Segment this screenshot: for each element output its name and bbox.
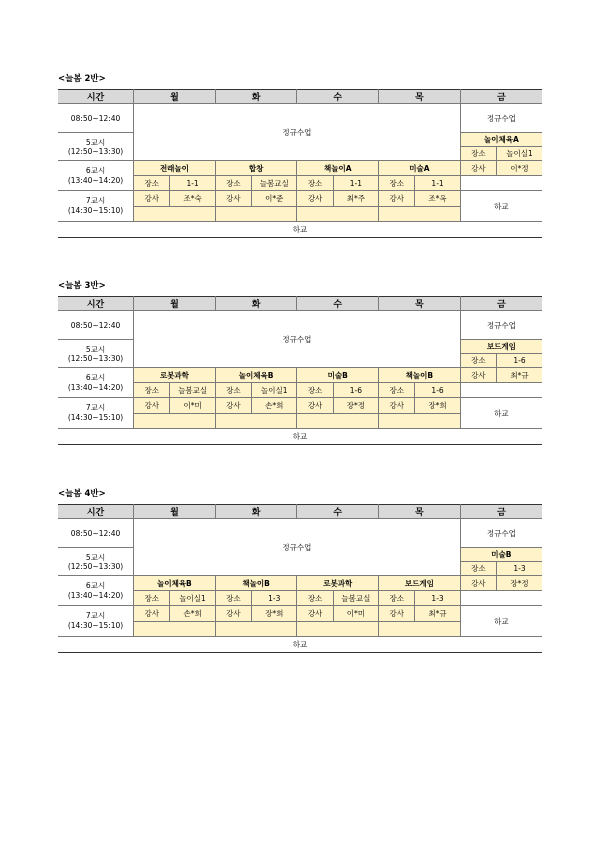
- fri-place-label: 장소: [460, 147, 496, 161]
- period-5-label: 5교시: [85, 344, 106, 354]
- thu-teacher: 최*규: [415, 606, 460, 622]
- mon-teacher: 조*숙: [170, 191, 215, 207]
- header-day: 목: [379, 297, 461, 311]
- tue-program: 책놀이B: [215, 576, 297, 591]
- dismiss-row: 하교: [58, 637, 542, 653]
- wed-program: 미술B: [297, 368, 379, 383]
- thu-empty: [379, 622, 461, 637]
- wed-teacher: 이*미: [333, 606, 378, 622]
- period-7-label: 7교시: [85, 611, 106, 621]
- mon-place: 놀이실1: [170, 591, 215, 606]
- wed-place-label: 장소: [297, 383, 333, 398]
- fri-empty: [460, 176, 542, 191]
- mon-teacher-label: 강사: [134, 606, 170, 622]
- mon-empty: [134, 414, 216, 429]
- period-7-label: 7교시: [85, 403, 106, 413]
- header-day: 수: [297, 90, 379, 104]
- thu-place-label: 장소: [379, 591, 415, 606]
- period-5-label: 5교시: [85, 552, 106, 562]
- tue-empty: [215, 207, 297, 222]
- mon-place-label: 장소: [134, 591, 170, 606]
- mon-place: 늘봄교실: [170, 383, 215, 398]
- header-row: [58, 505, 542, 519]
- regular-class-mon-thu: 정규수업: [134, 519, 461, 576]
- wed-place-label: 장소: [297, 591, 333, 606]
- fri-place-label: 장소: [460, 562, 496, 576]
- fri-place: 1-6: [497, 354, 542, 368]
- time-morning: 08:50~12:40: [58, 311, 134, 340]
- period-5-time: (12:50~13:30): [67, 146, 124, 156]
- header-day: 수: [297, 505, 379, 519]
- fri-place: 1-3: [497, 562, 542, 576]
- wed-teacher: 장*정: [333, 398, 378, 414]
- header-day: 금: [460, 505, 542, 519]
- tue-place: 1-3: [252, 591, 297, 606]
- time-period-7: [58, 191, 134, 222]
- tue-teacher: 이*준: [252, 191, 297, 207]
- tue-teacher-label: 강사: [215, 398, 251, 414]
- header-day: 금: [460, 90, 542, 104]
- header-row: [58, 90, 542, 104]
- header-day: 금: [460, 297, 542, 311]
- tue-place-label: 장소: [215, 176, 251, 191]
- period-6-label: 6교시: [85, 580, 106, 590]
- timetable: [58, 89, 542, 238]
- fri-dismiss: 하교: [460, 398, 542, 429]
- fri-teacher: 최*규: [497, 368, 542, 383]
- timetable: [58, 504, 542, 653]
- wed-teacher-label: 강사: [297, 191, 333, 207]
- mon-empty: [134, 207, 216, 222]
- regular-class-mon-thu: 정규수업: [134, 104, 461, 161]
- time-period-6: [58, 161, 134, 191]
- mon-teacher: 손*희: [170, 606, 215, 622]
- mon-program: 로봇과학: [134, 368, 216, 383]
- period-7-time: (14:30~15:10): [67, 413, 124, 422]
- period-5-label: 5교시: [85, 137, 106, 147]
- fri-teacher-label: 강사: [460, 368, 496, 383]
- period-6-label: 6교시: [85, 165, 106, 175]
- thu-empty: [379, 207, 461, 222]
- fri-program: 보드게임: [460, 340, 542, 354]
- mon-place-label: 장소: [134, 176, 170, 191]
- mon-teacher-label: 강사: [134, 191, 170, 207]
- tue-teacher-label: 강사: [215, 191, 251, 207]
- fri-place-label: 장소: [460, 354, 496, 368]
- header-day: 월: [134, 297, 216, 311]
- header-day: 목: [379, 505, 461, 519]
- thu-program: 미술A: [379, 161, 461, 176]
- mon-teacher-label: 강사: [134, 398, 170, 414]
- time-period-6: [58, 368, 134, 398]
- period-7-label: 7교시: [85, 196, 106, 206]
- thu-teacher-label: 강사: [379, 398, 415, 414]
- header-day: 수: [297, 297, 379, 311]
- timetable: [58, 296, 542, 445]
- mon-program: 전래놀이: [134, 161, 216, 176]
- regular-class-fri: 정규수업: [460, 311, 542, 340]
- thu-teacher-label: 강사: [379, 606, 415, 622]
- wed-program: 책놀이A: [297, 161, 379, 176]
- mon-teacher: 이*미: [170, 398, 215, 414]
- period-7-time: (14:30~15:10): [67, 621, 124, 630]
- header-day: 월: [134, 90, 216, 104]
- period-5-time: (12:50~13:30): [67, 561, 124, 571]
- thu-program: 책놀이B: [379, 368, 461, 383]
- time-period-6: [58, 576, 134, 606]
- period-6-time: (13:40~14:20): [67, 590, 124, 600]
- fri-dismiss: 하교: [460, 606, 542, 637]
- tue-empty: [215, 622, 297, 637]
- tue-teacher: 장*희: [252, 606, 297, 622]
- regular-class-mon-thu: 정규수업: [134, 311, 461, 368]
- section-title: <늘봄 3반>: [58, 281, 106, 291]
- regular-class-fri: 정규수업: [460, 104, 542, 133]
- tue-program: 놀이체육B: [215, 368, 297, 383]
- header-time: 시간: [58, 90, 134, 104]
- period-6-time: (13:40~14:20): [67, 175, 124, 185]
- thu-place: 1-1: [415, 176, 460, 191]
- tue-teacher-label: 강사: [215, 606, 251, 622]
- tue-place-label: 장소: [215, 383, 251, 398]
- header-time: 시간: [58, 297, 134, 311]
- fri-dismiss: 하교: [460, 191, 542, 222]
- thu-teacher: 장*희: [415, 398, 460, 414]
- tue-place: 놀이실1: [252, 383, 297, 398]
- header-day: 목: [379, 90, 461, 104]
- wed-place: 1-1: [333, 176, 378, 191]
- wed-teacher-label: 강사: [297, 398, 333, 414]
- thu-empty: [379, 414, 461, 429]
- header-row: [58, 297, 542, 311]
- dismiss-row: 하교: [58, 222, 542, 238]
- mon-place-label: 장소: [134, 383, 170, 398]
- period-6-time: (13:40~14:20): [67, 382, 124, 392]
- time-period-5: [58, 340, 134, 368]
- period-5-time: (12:50~13:30): [67, 353, 124, 363]
- section-title: <늘봄 2반>: [58, 74, 106, 84]
- tue-program: 합창: [215, 161, 297, 176]
- wed-teacher-label: 강사: [297, 606, 333, 622]
- header-day: 화: [215, 90, 297, 104]
- section-title: <늘봄 4반>: [58, 489, 106, 499]
- tue-place-label: 장소: [215, 591, 251, 606]
- thu-place-label: 장소: [379, 176, 415, 191]
- time-morning: 08:50~12:40: [58, 104, 134, 133]
- thu-teacher-label: 강사: [379, 191, 415, 207]
- dismiss-row: 하교: [58, 429, 542, 445]
- header-day: 화: [215, 297, 297, 311]
- time-period-5: [58, 133, 134, 161]
- tue-teacher: 손*희: [252, 398, 297, 414]
- header-day: 화: [215, 505, 297, 519]
- fri-teacher-label: 강사: [460, 161, 496, 176]
- tue-place: 늘봄교실: [252, 176, 297, 191]
- thu-teacher: 조*옥: [415, 191, 460, 207]
- wed-place: 늘봄교실: [333, 591, 378, 606]
- wed-program: 로봇과학: [297, 576, 379, 591]
- period-6-label: 6교시: [85, 372, 106, 382]
- fri-teacher: 이*정: [497, 161, 542, 176]
- time-morning: 08:50~12:40: [58, 519, 134, 548]
- wed-place-label: 장소: [297, 176, 333, 191]
- time-period-7: [58, 398, 134, 429]
- wed-empty: [297, 622, 379, 637]
- fri-teacher-label: 강사: [460, 576, 496, 591]
- wed-place: 1-6: [333, 383, 378, 398]
- time-period-7: [58, 606, 134, 637]
- mon-place: 1-1: [170, 176, 215, 191]
- header-day: 월: [134, 505, 216, 519]
- time-period-5: [58, 548, 134, 576]
- regular-class-fri: 정규수업: [460, 519, 542, 548]
- fri-teacher: 장*정: [497, 576, 542, 591]
- thu-place: 1-6: [415, 383, 460, 398]
- thu-place: 1-3: [415, 591, 460, 606]
- fri-empty: [460, 383, 542, 398]
- fri-empty: [460, 591, 542, 606]
- fri-program: 미술B: [460, 548, 542, 562]
- wed-empty: [297, 207, 379, 222]
- wed-teacher: 최*주: [333, 191, 378, 207]
- mon-empty: [134, 622, 216, 637]
- tue-empty: [215, 414, 297, 429]
- fri-program: 놀이체육A: [460, 133, 542, 147]
- period-7-time: (14:30~15:10): [67, 206, 124, 215]
- header-time: 시간: [58, 505, 134, 519]
- wed-empty: [297, 414, 379, 429]
- mon-program: 놀이체육B: [134, 576, 216, 591]
- thu-program: 보드게임: [379, 576, 461, 591]
- thu-place-label: 장소: [379, 383, 415, 398]
- fri-place: 놀이실1: [497, 147, 542, 161]
